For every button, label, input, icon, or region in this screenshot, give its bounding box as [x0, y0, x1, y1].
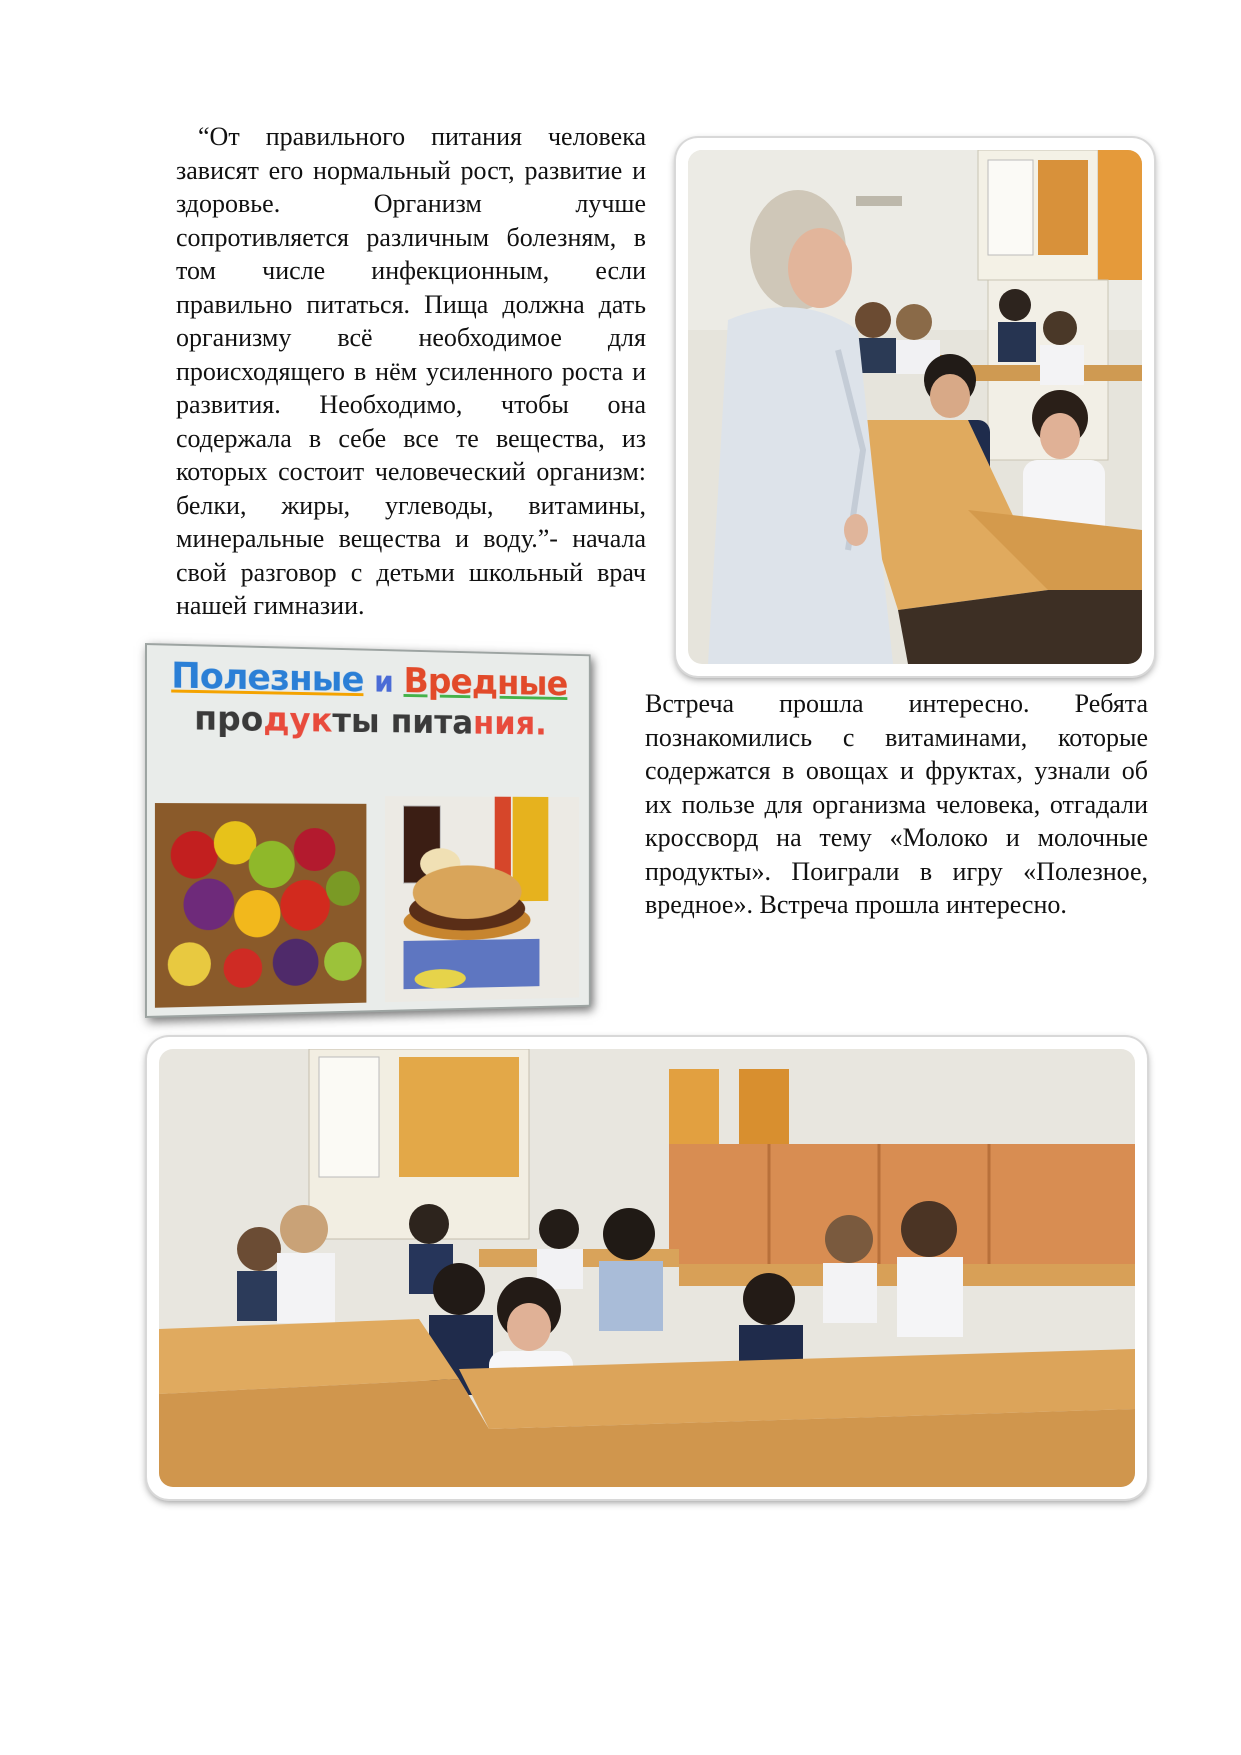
- intro-paragraph: “От правильного питания человека зависят его нормальный рост, развитие и здоровье. Организм лучше сопротивляется различным болезням, в том числе инфекционным, если правильно питаться. Пища должна дать организму всё необходимое для происходящего в нём усиленного роста и развития. Необходимо, чтобы она содержала в себе все те вещества, из которых состоит человеческий организм: белки, жиры, углеводы, витамины, минеральные вещества и воду.”- начала свой разговор с детьми школьный врач нашей гимназии.: [176, 122, 646, 620]
- slide-healthy-harmful-food: [145, 643, 591, 1018]
- slide-title-part: ты пита: [332, 701, 474, 743]
- photo-frame: [159, 1049, 1135, 1487]
- slide-title-part: ния.: [473, 703, 547, 744]
- photo-pupils-in-class: [147, 1037, 1147, 1499]
- slide-word-and: и: [374, 665, 393, 700]
- slide-food-pictures: [155, 795, 584, 1015]
- meeting-paragraph: Встреча прошла интересно. Ребята познакомились с витаминами, которые содержатся в овощах и фруктах, узнали об их пользе для организма человека, отгадали кроссворд на тему «Молоко и молочные продукты». Поиграли в игру «Полезное, вредное». Встреча прошла интересно.: [645, 689, 1148, 919]
- slide-title-part: про: [194, 698, 264, 740]
- photo-frame: [688, 150, 1142, 664]
- slide-word-bad: Вредные: [403, 661, 568, 704]
- slide-word-good: Полезные: [171, 655, 364, 701]
- photo-doctor-with-pupils: [676, 138, 1154, 676]
- classroom-pupils-illustration: [159, 1049, 1135, 1487]
- slide-title: [147, 655, 589, 744]
- classroom-doctor-illustration: [688, 150, 1142, 664]
- slide-title-line2: [147, 698, 589, 744]
- slide-title-part: дук: [263, 700, 333, 741]
- slide-title-line1: [147, 655, 589, 704]
